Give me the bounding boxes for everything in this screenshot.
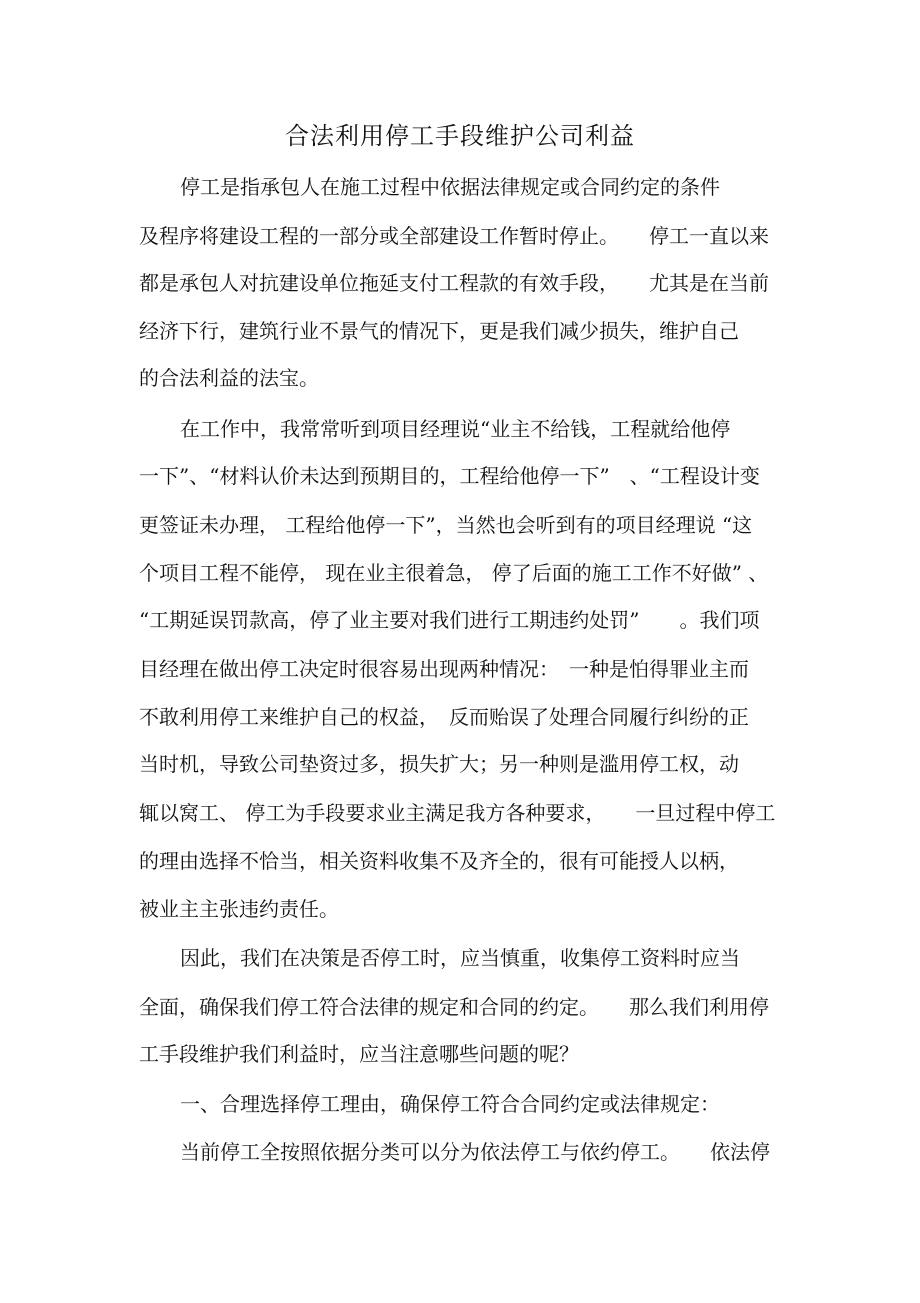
body-text-line: 工手段维护我们利益时，应当注意哪些问题的呢？ bbox=[139, 1042, 579, 1066]
body-text-line: 更签证未办理， 工程给他停一下”，当然也会听到有的项目经理说 “这 bbox=[139, 513, 753, 537]
body-text-line: 当时机，导致公司垫资过多，损失扩大；另一种则是滥用停工权，动 bbox=[139, 752, 739, 776]
body-text-line: 一下”、“材料认价未达到预期目的，工程给他停一下” 、“工程设计变 bbox=[139, 464, 760, 488]
body-text-line: 个项目工程不能停， 现在业主很着急， 停了后面的施工工作不好做” 、 bbox=[139, 561, 769, 585]
body-text-line: 全面，确保我们停工符合法律的规定和合同的约定。 那么我们利用停 bbox=[139, 995, 769, 1019]
body-text-line: 当前停工全按照依据分类可以分为依法停工与依约停工。 依法停 bbox=[180, 1140, 770, 1164]
section-heading: 一、合理选择停工理由，确保停工符合合同约定或法律规定： bbox=[180, 1092, 720, 1116]
body-text-line: 经济下行，建筑行业不景气的情况下，更是我们减少损失，维护自己 bbox=[139, 319, 739, 343]
body-text-line: 被业主主张违约责任。 bbox=[139, 897, 339, 921]
body-text-line: 及程序将建设工程的一部分或全部建设工作暂时停止。 停工一直以来 bbox=[139, 224, 769, 248]
body-text-line: 因此，我们在决策是否停工时，应当慎重，收集停工资料时应当 bbox=[180, 946, 740, 970]
body-text-line: 的合法利益的法宝。 bbox=[139, 366, 319, 390]
body-text-line: 的理由选择不恰当，相关资料收集不及齐全的，很有可能授人以柄， bbox=[139, 849, 739, 873]
body-text-line: 停工是指承包人在施工过程中依据法律规定或合同约定的条件 bbox=[180, 175, 720, 199]
body-text-line: 目经理在做出停工决定时很容易出现两种情况： 一种是怕得罪业主而 bbox=[139, 657, 749, 681]
body-text-line: 都是承包人对抗建设单位拖延支付工程款的有效手段， 尤其是在当前 bbox=[139, 271, 769, 295]
body-text-line: 辄以窝工、 停工为手段要求业主满足我方各种要求， 一旦过程中停工 bbox=[139, 801, 776, 825]
document-title: 合法利用停工手段维护公司利益 bbox=[285, 122, 635, 150]
body-text-line: “工期延误罚款高，停了业主要对我们进行工期违约处罚” 。我们项 bbox=[139, 608, 760, 632]
body-text-line: 在工作中，我常常听到项目经理说“业主不给钱，工程就给他停 bbox=[180, 417, 731, 441]
body-text-line: 不敢利用停工来维护自己的权益， 反而贻误了处理合同履行纠纷的正 bbox=[139, 705, 749, 729]
